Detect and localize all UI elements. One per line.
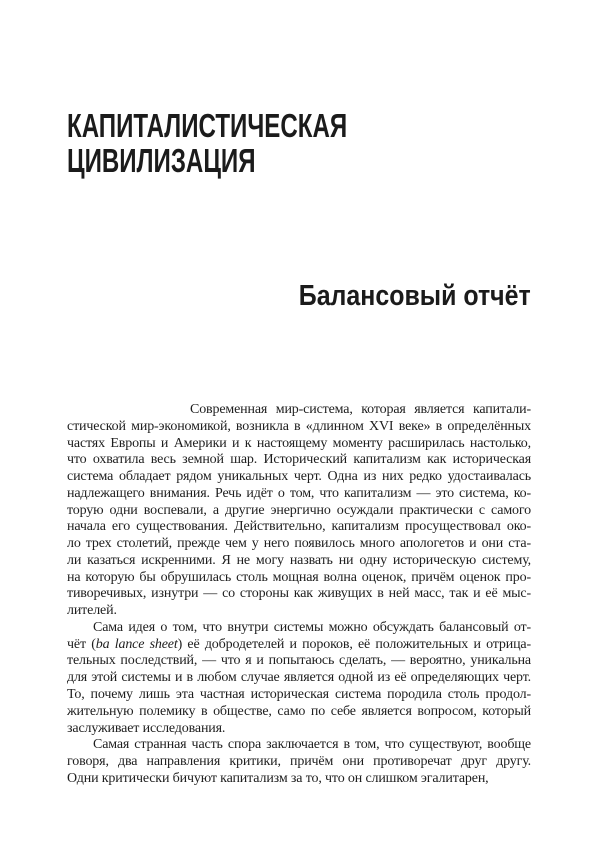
part-title (67, 108, 347, 178)
text-line: частях Европы и Америки и к настоящему моменту расширилась настолько, (67, 435, 531, 451)
part-title-line-2: ЦИВИЛИЗАЦИЯ (67, 142, 256, 179)
text-line: на которую бы обрушилась столь мощная волна оценок, причём оценок про- (67, 569, 531, 585)
text-line: тиворечивых, изнутри — со стороны как живущих в ней масс, так и её мыс- (67, 586, 531, 602)
text-line: что охватила весь земной шар. Исторический капитализм как историческая (67, 452, 531, 468)
text-line (67, 637, 531, 654)
part-title-line-1: КАПИТАЛИСТИЧЕСКАЯ (67, 107, 348, 144)
chapter-title: Балансовый отчёт (299, 280, 531, 312)
text-line: Самая странная часть спора заключается в том, что существуют, вообще (93, 737, 531, 753)
text-line: жительную полемику в обществе, само по себе является вопросом, который (67, 703, 531, 719)
text-segment: чёт ( (67, 636, 96, 652)
text-line: система обладает рядом уникальных черт. Одна из них редко удостаивалась (67, 469, 531, 485)
paragraph (67, 620, 531, 737)
body-text (67, 402, 531, 788)
text-segment: ) её добродетелей и пороков, её положительных и отрица- (177, 636, 531, 652)
text-line: начала его существования. Действительно, капитализм просуществовал око- (67, 519, 531, 535)
text-line: ло трех столетий, прежде чем у него появилось много апологетов и они ста- (67, 536, 531, 552)
paragraph (67, 402, 531, 620)
text-line: для этой системы и в любом случае является одной из её определяющих черт. (67, 670, 531, 686)
text-line: тельных последствий, — что я и попытаюсь сделать, — вероятно, уникальна (67, 653, 531, 669)
text-line: стической мир-экономикой, возникла в «длинном XVI веке» в определённых (67, 418, 531, 434)
text-line: Современная мир-система, которая является капитали- (190, 402, 531, 417)
text-line: То, почему лишь эта частная историческая система породила столь продол- (67, 687, 531, 703)
text-line: Сама идея о том, что внутри системы можно обсуждать балансовый от- (93, 619, 531, 635)
text-line: заслуживает исследования. (67, 720, 226, 736)
text-line: Одни критически бичуют капитализм за то, что он слишком эгалитарен, (67, 770, 489, 786)
text-line: торую одни воспевали, а другие энергично осуждали практически с самого (67, 502, 531, 518)
italic-term: ba lance sheet (95, 636, 178, 652)
paragraph (67, 737, 531, 787)
text-line: говоря, два направления критики, причём они противоречат друг другу. (67, 754, 531, 770)
text-line: лителей. (67, 603, 117, 619)
text-line: надлежащего внимания. Речь идёт о том, что капитализм — это система, ко- (67, 485, 531, 501)
text-line: ли казаться искренними. Я не могу назвать ни одну историческую систему, (67, 552, 531, 568)
